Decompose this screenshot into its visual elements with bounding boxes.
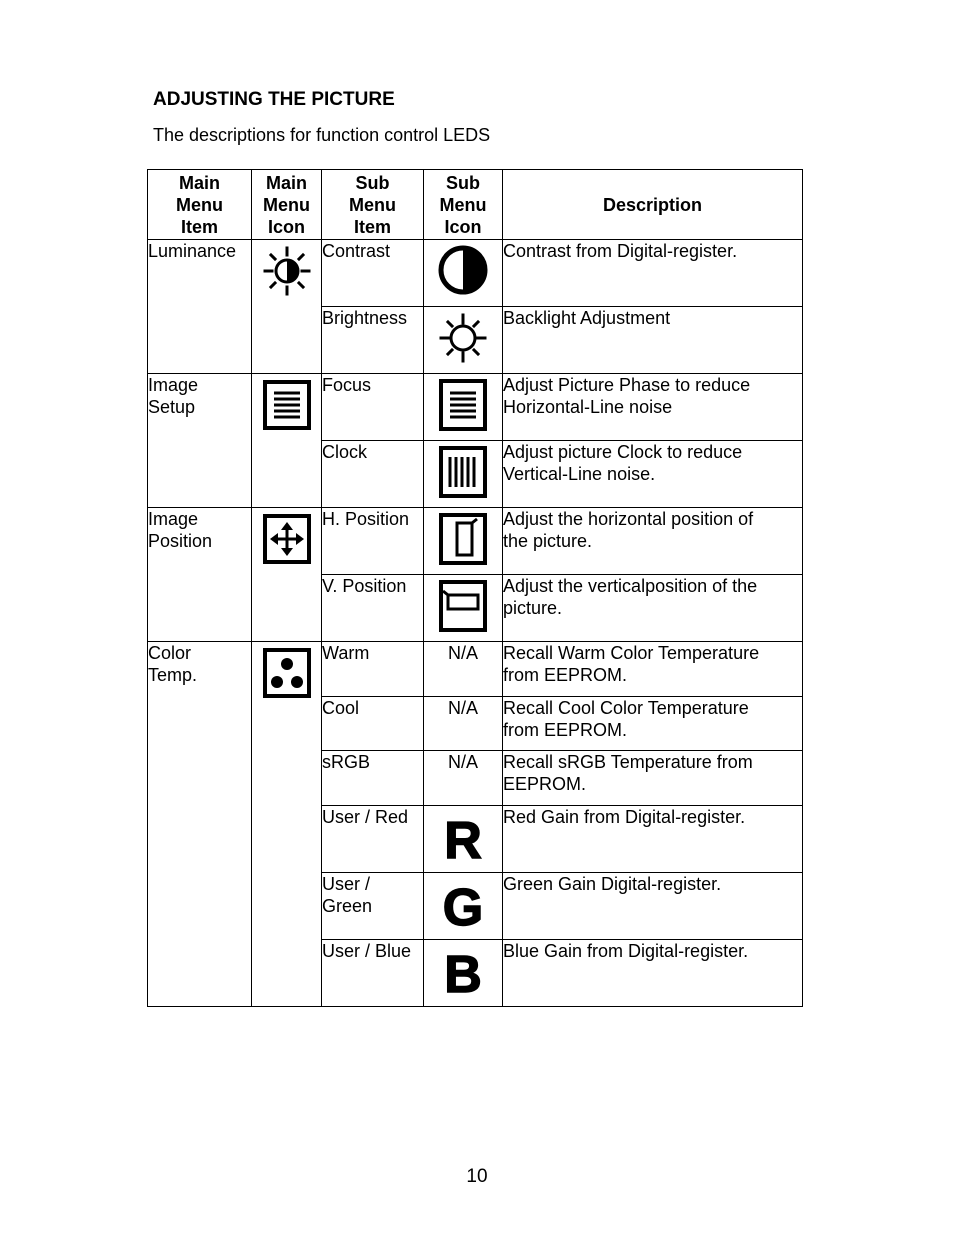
table-row	[148, 240, 803, 307]
table-row	[148, 508, 803, 575]
page-subtitle: The descriptions for function control LEDS	[153, 125, 491, 145]
sub-icon-cell	[424, 441, 503, 508]
header-row	[148, 170, 803, 240]
page-number: 10	[466, 1166, 488, 1187]
svg-text:R: R	[444, 812, 482, 866]
sub-icon-cell	[424, 508, 503, 575]
letter-r-icon	[437, 808, 489, 866]
letter-b-icon	[437, 942, 489, 1000]
main-icon-cell	[252, 508, 322, 642]
sub-item: V. Position	[322, 575, 424, 642]
header-description: Description	[503, 170, 803, 240]
header-main-menu-item: Main Menu Item	[148, 170, 252, 240]
description: Blue Gain from Digital-register.	[503, 940, 803, 1007]
horizontal-lines-icon	[437, 376, 489, 434]
sub-item: Warm	[322, 642, 424, 697]
main-item-luminance: Luminance	[148, 240, 252, 374]
letter-g-icon	[437, 875, 489, 933]
sub-icon-cell	[424, 374, 503, 441]
function-table	[147, 169, 803, 1007]
sub-item: Clock	[322, 441, 424, 508]
sub-item: Focus	[322, 374, 424, 441]
sub-item: User / Green	[322, 873, 424, 940]
svg-text:B: B	[444, 946, 482, 1000]
vertical-lines-icon	[437, 443, 489, 501]
sub-icon-cell	[424, 240, 503, 307]
contrast-icon	[437, 242, 489, 298]
main-item-image-position: Image Position	[148, 508, 252, 642]
description: Adjust the verticalposition of the picture.	[503, 575, 803, 642]
sub-item: User / Blue	[322, 940, 424, 1007]
v-position-icon	[437, 577, 489, 635]
description: Adjust picture Clock to reduce Vertical-Line noise.	[503, 441, 803, 508]
sub-item: sRGB	[322, 751, 424, 806]
sub-icon-cell	[424, 806, 503, 873]
page-heading: ADJUSTING THE PICTURE	[153, 89, 395, 110]
svg-text:G: G	[442, 879, 484, 933]
sun-icon	[437, 309, 489, 367]
main-icon-cell	[252, 642, 322, 1007]
header-sub-menu-item: Sub Menu Item	[322, 170, 424, 240]
sub-icon-na: N/A	[424, 751, 503, 806]
three-dots-icon	[262, 647, 312, 699]
sub-icon-na: N/A	[424, 642, 503, 697]
sub-item: Contrast	[322, 240, 424, 307]
sub-item: Brightness	[322, 307, 424, 374]
half-sun-icon	[262, 245, 312, 297]
sub-item: Cool	[322, 697, 424, 751]
description: Adjust the horizontal position of the picture.	[503, 508, 803, 575]
description: Contrast from Digital-register.	[503, 240, 803, 307]
description: Backlight Adjustment	[503, 307, 803, 374]
main-item-image-setup: Image Setup	[148, 374, 252, 508]
main-item-color-temp: Color Temp.	[148, 642, 252, 1007]
table-row	[148, 642, 803, 697]
sub-item: H. Position	[322, 508, 424, 575]
description: Recall sRGB Temperature from EEPROM.	[503, 751, 803, 806]
description: Recall Warm Color Temperature from EEPROM.	[503, 642, 803, 697]
sub-icon-cell	[424, 307, 503, 374]
header-sub-menu-icon: Sub Menu Icon	[424, 170, 503, 240]
main-icon-cell	[252, 240, 322, 374]
description: Adjust Picture Phase to reduce Horizontal-Line noise	[503, 374, 803, 441]
sub-icon-na: N/A	[424, 697, 503, 751]
main-icon-cell	[252, 374, 322, 508]
sub-icon-cell	[424, 575, 503, 642]
sub-icon-cell	[424, 873, 503, 940]
sub-icon-cell	[424, 940, 503, 1007]
description: Red Gain from Digital-register.	[503, 806, 803, 873]
table-row	[148, 374, 803, 441]
sub-item: User / Red	[322, 806, 424, 873]
horizontal-lines-icon	[262, 379, 312, 431]
description: Recall Cool Color Temperature from EEPROM.	[503, 697, 803, 751]
header-main-menu-icon: Main Menu Icon	[252, 170, 322, 240]
description: Green Gain Digital-register.	[503, 873, 803, 940]
h-position-icon	[437, 510, 489, 568]
move-arrows-icon	[262, 513, 312, 565]
